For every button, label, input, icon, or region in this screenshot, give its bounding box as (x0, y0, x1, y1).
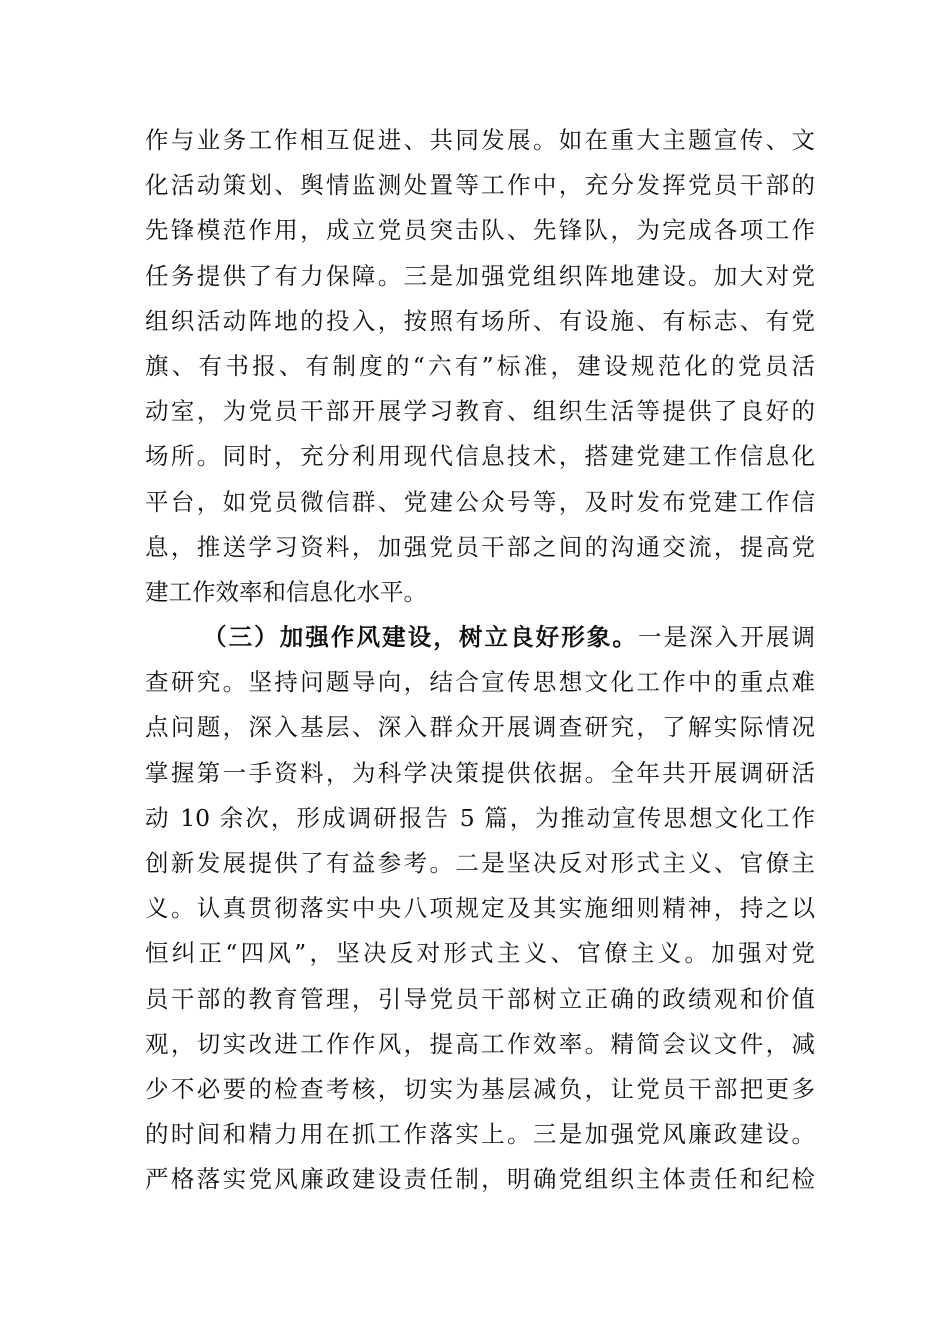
text-line: 建工作效率和信息化水平。 (145, 577, 427, 606)
text-line: 作与业务工作相互促进、共同发展。如在重大主题宣传、文 (145, 126, 815, 154)
text-line: 动 10 余次，形成调研报告 5 篇，为推动宣传思想文化工作 (145, 803, 815, 832)
text-line: 点问题，深入基层、深入群众开展调查研究，了解实际情况 (145, 713, 815, 742)
text-line: 义。认真贯彻落实中央八项规定及其实施细则精神，持之以 (145, 894, 815, 923)
text-line: 先锋模范作用，成立党员突击队、先锋队，为完成各项工作 (145, 216, 815, 245)
text-line: 查研究。坚持问题导向，结合宣传思想文化工作中的重点难 (145, 668, 815, 697)
text-line: 严格落实党风廉政建设责任制，明确党组织主体责任和纪检 (145, 1165, 815, 1194)
text-line: 观，切实改进工作作风，提高工作效率。精简会议文件，减 (145, 1029, 815, 1058)
text-line: 动室，为党员干部开展学习教育、组织生活等提供了良好的 (145, 397, 815, 426)
text-line: 平台，如党员微信群、党建公众号等，及时发布党建工作信 (145, 487, 815, 516)
paragraph-2 (145, 615, 815, 1202)
text-line: 的时间和精力用在抓工作落实上。三是加强党风廉政建设。 (145, 1120, 815, 1149)
paragraph-1 (145, 118, 815, 615)
text-line: 场所。同时，充分利用现代信息技术，搭建党建工作信息化 (145, 442, 815, 471)
text-line: 员干部的教育管理，引导党员干部树立正确的政绩观和价值 (145, 984, 815, 1013)
section-heading: （三）加强作风建设，树立良好形象。 (203, 623, 638, 652)
text-line: 旗、有书报、有制度的“六有”标准，建设规范化的党员活 (145, 351, 815, 380)
text-line: 掌握第一手资料，为科学决策提供依据。全年共开展调研活 (145, 758, 815, 787)
text-line: 任务提供了有力保障。三是加强党组织阵地建设。加大对党 (145, 261, 815, 290)
body-text (145, 118, 815, 1203)
heading-line (145, 615, 815, 660)
text-line: 组织活动阵地的投入，按照有场所、有设施、有标志、有党 (145, 306, 815, 335)
text-line: 少不必要的检查考核，切实为基层减负，让党员干部把更多 (145, 1074, 815, 1103)
text-line: 恒纠正“四风”，坚决反对形式主义、官僚主义。加强对党 (145, 939, 815, 968)
text-line: 创新发展提供了有益参考。二是坚决反对形式主义、官僚主 (145, 849, 815, 877)
text-line: 化活动策划、舆情监测处置等工作中，充分发挥党员干部的 (145, 171, 815, 200)
heading-line-rest: 一是深入开展调 (637, 623, 816, 652)
text-line: 息，推送学习资料，加强党员干部之间的沟通交流，提高党 (145, 532, 815, 561)
